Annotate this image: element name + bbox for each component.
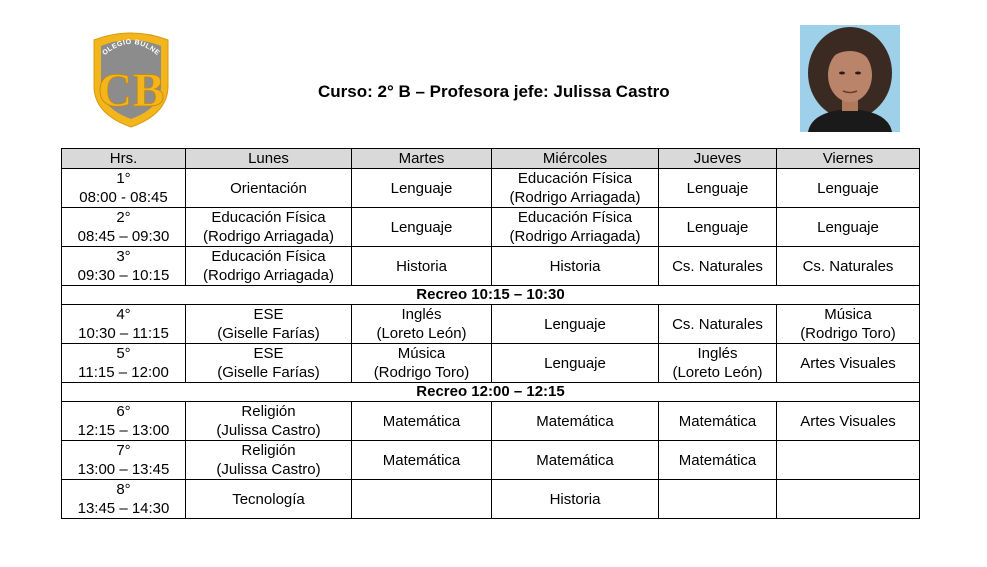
column-header: Lunes xyxy=(186,149,352,169)
subject-name: Lenguaje xyxy=(686,179,749,197)
subject-name: Religión xyxy=(241,403,296,420)
period-time: 08:00 - 08:45 xyxy=(79,189,168,206)
subject-name: Orientación xyxy=(230,179,307,197)
period-time: 08:45 – 09:30 xyxy=(77,228,170,245)
table-row xyxy=(62,480,920,519)
subject-cell xyxy=(352,344,492,383)
subject-cell xyxy=(777,480,920,519)
subject-name: Cs. Naturales xyxy=(802,257,894,275)
subject-name: ESE xyxy=(253,306,284,323)
subject-name: Historia xyxy=(549,257,601,275)
subject-cell xyxy=(186,247,352,286)
period-number: 3° xyxy=(116,248,131,265)
subject-name: Inglés xyxy=(697,345,738,362)
subject-name: Música xyxy=(824,306,872,323)
subject-cell xyxy=(492,305,659,344)
period-number: 7° xyxy=(116,442,131,459)
column-header: Martes xyxy=(352,149,492,169)
period-number: 1° xyxy=(116,170,131,187)
teacher-name: (Rodrigo Toro) xyxy=(373,364,470,381)
subject-cell xyxy=(186,305,352,344)
subject-name: Religión xyxy=(241,442,296,459)
subject-name: Matemática xyxy=(382,412,461,430)
subject-name: Inglés xyxy=(401,306,442,323)
school-crest-icon xyxy=(90,28,172,128)
subject-cell xyxy=(186,441,352,480)
period-time: 10:30 – 11:15 xyxy=(78,325,169,342)
period-cell xyxy=(62,208,186,247)
subject-cell xyxy=(659,247,777,286)
subject-cell xyxy=(186,344,352,383)
subject-cell xyxy=(492,441,659,480)
teacher-name: (Loreto León) xyxy=(376,325,467,342)
teacher-name: (Rodrigo Arriagada) xyxy=(203,267,334,284)
subject-cell xyxy=(492,344,659,383)
subject-cell xyxy=(659,402,777,441)
teacher-name: (Rodrigo Arriagada) xyxy=(509,228,641,245)
subject-cell xyxy=(186,402,352,441)
period-cell xyxy=(62,480,186,519)
subject-cell xyxy=(777,402,920,441)
period-time: 12:15 – 13:00 xyxy=(77,422,170,439)
subject-name: Educación Física xyxy=(517,170,633,187)
subject-name: ESE xyxy=(253,345,284,362)
subject-cell xyxy=(659,480,777,519)
period-number: 5° xyxy=(116,345,131,362)
subject-cell xyxy=(186,169,352,208)
logo-monogram: CB xyxy=(97,64,165,117)
subject-cell xyxy=(777,344,920,383)
teacher-name: (Rodrigo Arriagada) xyxy=(203,228,334,245)
table-row xyxy=(62,169,920,208)
column-header: Jueves xyxy=(659,149,777,169)
subject-cell xyxy=(352,169,492,208)
subject-cell xyxy=(352,305,492,344)
period-cell xyxy=(62,305,186,344)
period-cell xyxy=(62,402,186,441)
period-number: 6° xyxy=(116,403,131,420)
subject-name: Matemática xyxy=(678,451,757,469)
schedule-table xyxy=(61,148,920,519)
subject-name: Historia xyxy=(549,490,601,508)
subject-name: Artes Visuales xyxy=(800,412,896,430)
teacher-name: (Loreto León) xyxy=(672,364,763,381)
subject-name: Lenguaje xyxy=(817,179,879,197)
period-time: 11:15 – 12:00 xyxy=(78,364,169,381)
subject-cell xyxy=(352,480,492,519)
period-number: 4° xyxy=(116,306,131,323)
subject-cell xyxy=(659,169,777,208)
period-number: 8° xyxy=(116,481,131,498)
subject-cell xyxy=(352,441,492,480)
subject-cell xyxy=(352,208,492,247)
school-logo xyxy=(90,28,172,128)
subject-cell xyxy=(352,247,492,286)
subject-cell xyxy=(777,247,920,286)
period-time: 09:30 – 10:15 xyxy=(77,267,170,284)
subject-name: Educación Física xyxy=(211,209,326,226)
period-time: 13:45 – 14:30 xyxy=(77,500,170,517)
teacher-name: (Julissa Castro) xyxy=(216,422,321,439)
recess-label: Recreo 12:00 – 12:15 xyxy=(62,383,920,402)
subject-name: Matemática xyxy=(536,412,614,430)
table-row xyxy=(62,402,920,441)
subject-name: Lenguaje xyxy=(817,218,879,236)
table-row xyxy=(62,208,920,247)
teacher-photo xyxy=(800,25,900,132)
period-cell xyxy=(62,169,186,208)
schedule-body xyxy=(62,169,920,519)
subject-name: Lenguaje xyxy=(390,179,453,197)
subject-name: Educación Física xyxy=(211,248,326,265)
subject-name: Tecnología xyxy=(232,490,305,508)
subject-name: Historia xyxy=(396,257,447,275)
subject-name: Cs. Naturales xyxy=(672,257,763,275)
page-title: Curso: 2° B – Profesora jefe: Julissa Castro xyxy=(318,82,670,101)
subject-name: Lenguaje xyxy=(686,218,749,236)
teacher-name: (Rodrigo Toro) xyxy=(800,325,896,342)
teacher-name: (Julissa Castro) xyxy=(216,461,321,478)
recess-row xyxy=(62,286,920,305)
subject-cell xyxy=(659,344,777,383)
subject-name: Música xyxy=(397,345,446,362)
subject-cell xyxy=(777,208,920,247)
table-header-row xyxy=(62,149,920,169)
column-header: Viernes xyxy=(777,149,920,169)
subject-name: Lenguaje xyxy=(390,218,453,236)
column-header: Hrs. xyxy=(62,149,186,169)
recess-label: Recreo 10:15 – 10:30 xyxy=(62,286,920,305)
subject-cell xyxy=(777,441,920,480)
teacher-name: (Giselle Farías) xyxy=(217,325,320,342)
subject-cell xyxy=(777,305,920,344)
subject-cell xyxy=(492,208,659,247)
subject-cell xyxy=(186,480,352,519)
table-row xyxy=(62,247,920,286)
subject-name: Matemática xyxy=(536,451,614,469)
subject-cell xyxy=(777,169,920,208)
teacher-portrait-image xyxy=(800,25,900,132)
teacher-name: (Rodrigo Arriagada) xyxy=(509,189,641,206)
subject-name: Matemática xyxy=(678,412,757,430)
period-number: 2° xyxy=(116,209,131,226)
subject-name: Matemática xyxy=(382,451,461,469)
teacher-name: (Giselle Farías) xyxy=(217,364,320,381)
subject-cell xyxy=(352,402,492,441)
table-row xyxy=(62,305,920,344)
subject-cell xyxy=(492,480,659,519)
subject-name: Lenguaje xyxy=(544,354,606,372)
subject-cell xyxy=(659,208,777,247)
table-row xyxy=(62,344,920,383)
subject-cell xyxy=(492,402,659,441)
subject-name: Lenguaje xyxy=(544,315,606,333)
period-cell xyxy=(62,441,186,480)
period-time: 13:00 – 13:45 xyxy=(77,461,170,478)
subject-cell xyxy=(492,247,659,286)
table-row xyxy=(62,441,920,480)
subject-cell xyxy=(492,169,659,208)
period-cell xyxy=(62,247,186,286)
subject-name: Artes Visuales xyxy=(800,354,896,372)
period-cell xyxy=(62,344,186,383)
subject-cell xyxy=(659,305,777,344)
subject-name: Cs. Naturales xyxy=(672,315,763,333)
column-header: Miércoles xyxy=(492,149,659,169)
logo-text: OLEGIO BULNE xyxy=(101,38,161,58)
recess-row xyxy=(62,383,920,402)
subject-cell xyxy=(659,441,777,480)
subject-cell xyxy=(186,208,352,247)
subject-name: Educación Física xyxy=(517,209,633,226)
